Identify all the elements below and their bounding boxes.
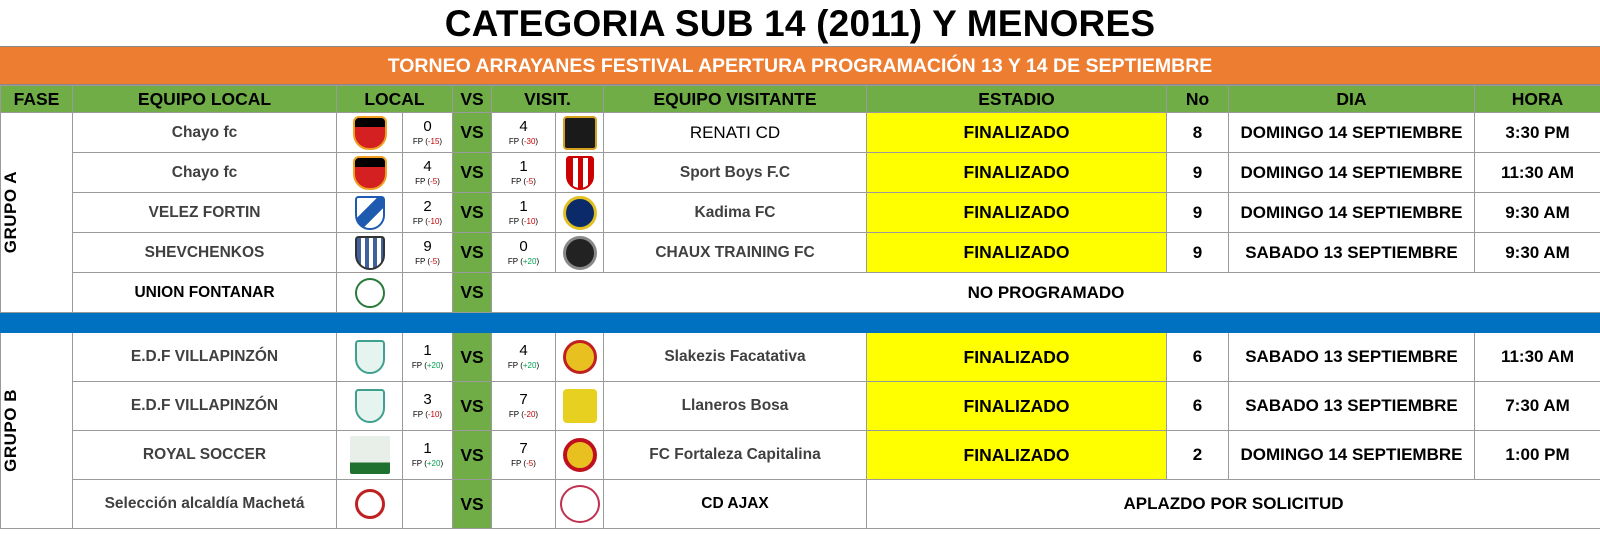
visit-score-cell [492,382,556,431]
vs-label: VS [453,113,492,153]
special-row [1,480,1600,529]
visit-fair-play [492,459,555,469]
match-day: DOMINGO 14 SEPTIEMBRE [1229,193,1475,233]
shevchenkos-crest-icon [355,236,385,270]
fp-value: -10 [523,216,536,226]
visit-team: Kadima FC [604,193,867,233]
local-goals: 9 [423,237,432,255]
empty-score [403,273,453,313]
visit-fair-play [492,257,555,267]
logo-cell [556,431,604,480]
fp-suffix: ) [439,410,443,419]
vs-label: VS [453,382,492,431]
fp-suffix: ) [536,361,540,370]
match-number: 6 [1167,382,1229,431]
local-team: UNION FONTANAR [73,273,337,313]
match-day: DOMINGO 14 SEPTIEMBRE [1229,153,1475,193]
tournament-subtitle: TORNEO ARRAYANES FESTIVAL APERTURA PROGRAMACIÓN 13 Y 14 DE SEPTIEMBRE [0,47,1600,85]
local-score-cell [403,382,453,431]
fp-value: -5 [526,176,534,186]
local-fair-play [403,217,452,227]
col-no: No [1167,86,1229,113]
match-number: 2 [1167,431,1229,480]
empty-score [403,480,453,529]
local-score-cell [403,193,453,233]
visit-team: CD AJAX [604,480,867,529]
local-team: E.D.F VILLAPINZÓN [73,382,337,431]
vs-label: VS [453,333,492,382]
match-row [1,382,1600,431]
empty-score [492,480,556,529]
match-row [1,193,1600,233]
local-team: Chayo fc [73,153,337,193]
local-score-cell [403,431,453,480]
visit-goals: 4 [519,342,528,359]
status-note: APLAZDO POR SOLICITUD [867,480,1600,529]
visit-goals: 7 [519,440,528,457]
vs-label: VS [453,233,492,273]
llaneros-bosa-crest-icon [563,389,597,423]
visit-score-cell [492,431,556,480]
header-row [1,86,1600,113]
fp-value: -5 [526,459,534,468]
match-day: SABADO 13 SEPTIEMBRE [1229,382,1475,431]
union-fontanar-crest-icon [355,278,385,308]
fp-value: -10 [427,216,440,226]
cd-ajax-crest-icon [560,485,600,523]
kadima-fc-crest-icon [563,196,597,230]
col-dia: DIA [1229,86,1475,113]
group-label: GRUPO B [1,389,20,472]
fp-value: +20 [426,459,441,468]
fp-suffix: ) [440,361,444,370]
group-cell [1,113,73,313]
col-estadio: ESTADIO [867,86,1167,113]
logo-cell [556,480,604,529]
fp-prefix: FP ( [507,256,523,266]
visit-fair-play [492,410,555,420]
vs-label: VS [453,153,492,193]
visit-score-cell [492,233,556,273]
logo-cell [556,333,604,382]
schedule-table [0,85,1600,529]
visit-team: FC Fortaleza Capitalina [604,431,867,480]
group-cell [1,333,73,529]
seleccion-macheta-crest-icon [355,489,385,519]
visit-goals: 1 [519,197,528,215]
fp-value: -5 [430,256,438,266]
local-fair-play [403,137,452,147]
fp-prefix: FP ( [507,361,523,370]
fp-suffix: ) [439,136,443,146]
local-score-cell [403,333,453,382]
separator-bar [1,313,1600,333]
visit-fair-play [492,177,555,187]
fp-suffix: ) [437,256,440,266]
visit-goals: 4 [519,117,528,135]
col-local: LOCAL [337,86,453,113]
match-number: 9 [1167,153,1229,193]
page-title: CATEGORIA SUB 14 (2011) Y MENORES [0,0,1600,47]
local-goals: 3 [423,391,432,408]
match-row [1,431,1600,480]
local-goals: 1 [423,342,432,359]
fp-prefix: FP ( [412,410,428,419]
logo-cell [556,113,604,153]
fp-suffix: ) [439,216,443,226]
match-time: 3:30 PM [1475,113,1600,153]
vs-label: VS [453,431,492,480]
fp-value: -20 [523,410,536,419]
vs-label: VS [453,193,492,233]
match-number: 9 [1167,233,1229,273]
fp-prefix: FP ( [508,410,524,419]
visit-goals: 0 [519,237,528,255]
logo-cell [337,193,403,233]
col-equipo-local: EQUIPO LOCAL [73,86,337,113]
col-visit: VISIT. [492,86,604,113]
chayo-fc-crest-icon [353,116,387,150]
fp-value: -15 [427,136,440,146]
logo-cell [337,333,403,382]
visit-score-cell [492,333,556,382]
fp-prefix: FP ( [415,256,431,266]
local-fair-play [403,459,452,469]
logo-cell [556,382,604,431]
slakezis-crest-icon [563,340,597,374]
visit-team: Sport Boys F.C [604,153,867,193]
chaux-training-crest-icon [563,236,597,270]
local-goals: 1 [423,440,432,457]
logo-cell [337,233,403,273]
status-note: NO PROGRAMADO [492,273,1600,313]
chayo-fc-crest-icon [353,156,387,190]
logo-cell [337,480,403,529]
velez-fortin-crest-icon [355,196,385,230]
fp-prefix: FP ( [411,361,427,370]
visit-goals: 7 [519,391,528,408]
col-fase: FASE [1,86,73,113]
group-label: GRUPO A [1,171,20,254]
match-time: 11:30 AM [1475,153,1600,193]
match-day: SABADO 13 SEPTIEMBRE [1229,233,1475,273]
fp-prefix: FP ( [511,176,527,186]
status-cell: FINALIZADO [867,233,1167,273]
fp-prefix: FP ( [508,216,524,226]
fp-prefix: FP ( [508,136,524,146]
fp-suffix: ) [533,459,536,468]
logo-cell [337,153,403,193]
local-score-cell [403,233,453,273]
fp-suffix: ) [533,176,536,186]
fp-prefix: FP ( [411,459,427,468]
match-number: 8 [1167,113,1229,153]
visit-fair-play [492,361,555,371]
local-team: Chayo fc [73,113,337,153]
fp-value: -10 [427,410,440,419]
match-number: 6 [1167,333,1229,382]
match-day: DOMINGO 14 SEPTIEMBRE [1229,431,1475,480]
fp-suffix: ) [535,216,539,226]
match-time: 11:30 AM [1475,333,1600,382]
fp-value: -30 [523,136,536,146]
logo-cell [556,153,604,193]
fp-value: +20 [426,361,441,370]
fp-prefix: FP ( [412,216,428,226]
fp-suffix: ) [536,256,540,266]
match-number: 9 [1167,193,1229,233]
logo-cell [337,431,403,480]
local-score-cell [403,153,453,193]
local-fair-play [403,257,452,267]
fp-prefix: FP ( [415,176,431,186]
local-team: Selección alcaldía Machetá [73,480,337,529]
visit-team: Llaneros Bosa [604,382,867,431]
col-equipo-visitante: EQUIPO VISITANTE [604,86,867,113]
special-row [1,273,1600,313]
match-time: 7:30 AM [1475,382,1600,431]
fp-suffix: ) [437,176,440,186]
fp-prefix: FP ( [511,459,527,468]
edf-villapinzon-crest-icon [355,389,385,423]
logo-cell [337,113,403,153]
local-team: E.D.F VILLAPINZÓN [73,333,337,382]
match-day: DOMINGO 14 SEPTIEMBRE [1229,113,1475,153]
royal-soccer-crest-icon [350,436,390,474]
local-goals: 4 [423,157,432,175]
fp-value: +20 [522,256,537,266]
match-row [1,233,1600,273]
status-cell: FINALIZADO [867,153,1167,193]
visit-score-cell [492,113,556,153]
fp-suffix: ) [440,459,444,468]
vs-label: VS [453,273,492,313]
match-time: 9:30 AM [1475,233,1600,273]
visit-score-cell [492,153,556,193]
local-goals: 0 [423,117,432,135]
fc-fortaleza-capitalina-crest-icon [563,438,597,472]
local-team: VELEZ FORTIN [73,193,337,233]
visit-goals: 1 [519,157,528,175]
status-cell: FINALIZADO [867,113,1167,153]
match-time: 9:30 AM [1475,193,1600,233]
visit-score-cell [492,193,556,233]
local-fair-play [403,177,452,187]
visit-team: RENATI CD [604,113,867,153]
visit-fair-play [492,217,555,227]
status-cell: FINALIZADO [867,431,1167,480]
fp-suffix: ) [535,410,539,419]
status-cell: FINALIZADO [867,333,1167,382]
sport-boys-crest-icon [566,156,594,190]
local-team: SHEVCHENKOS [73,233,337,273]
logo-cell [337,382,403,431]
fp-suffix: ) [535,136,539,146]
logo-cell [337,273,403,313]
local-fair-play [403,410,452,420]
col-vs: VS [453,86,492,113]
group-separator [1,313,1600,333]
local-score-cell [403,113,453,153]
local-goals: 2 [423,197,432,215]
visit-team: Slakezis Facatativa [604,333,867,382]
fp-value: +20 [522,361,537,370]
col-hora: HORA [1475,86,1600,113]
local-team: ROYAL SOCCER [73,431,337,480]
local-fair-play [403,361,452,371]
logo-cell [556,233,604,273]
match-day: SABADO 13 SEPTIEMBRE [1229,333,1475,382]
match-row [1,113,1600,153]
edf-villapinzon-crest-icon [355,340,385,374]
status-cell: FINALIZADO [867,382,1167,431]
match-row [1,153,1600,193]
fp-value: -5 [430,176,438,186]
vs-label: VS [453,480,492,529]
status-cell: FINALIZADO [867,193,1167,233]
visit-team: CHAUX TRAINING FC [604,233,867,273]
renati-cd-crest-icon [563,116,597,150]
match-time: 1:00 PM [1475,431,1600,480]
visit-fair-play [492,137,555,147]
fp-prefix: FP ( [412,136,428,146]
match-row [1,333,1600,382]
logo-cell [556,193,604,233]
